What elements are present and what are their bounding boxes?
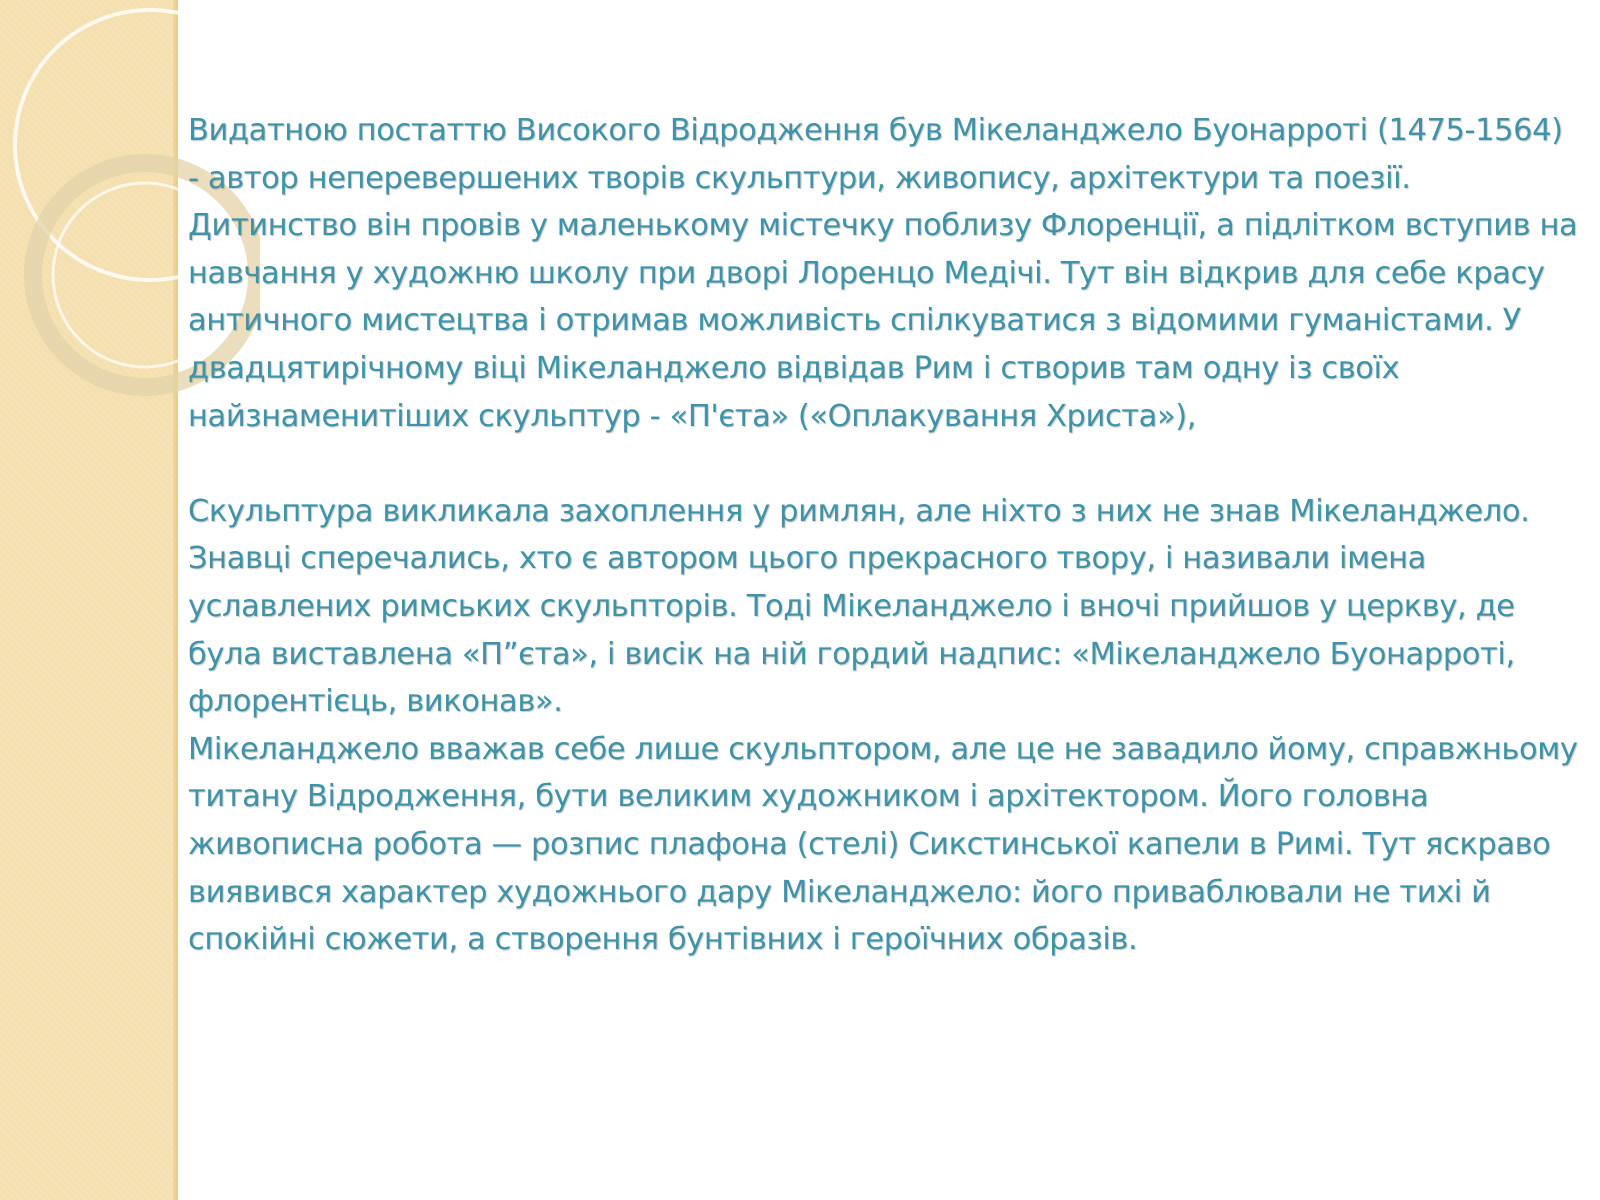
- paragraph-sistine-chapel: Мікеланджело вважав себе лише скульптором, але це не завадило йому, справжньому титану Відродження, бути великим художником і архітектором. Його головна живописна робота — розпис плафона (стелі) Сикстинської капели в Римі. Тут яскраво виявився характер художнього дару Мікеланджело: його приваблювали не тихі й спокійні сюжети, а створення бунтівних і героїчних образів.: [188, 731, 1578, 958]
- decorative-side-band: [0, 0, 178, 1200]
- paragraph-pieta-story: Скульптура викликала захоплення у римлян, але ніхто з них не знав Мікеланджело. Знавці сперечались, хто є автором цього прекрасного твору, і називали імена уславлених римських скульпторів. Тоді Мікеланджело і вночі прийшов у церкву, де була виставлена «П”єта», і висік на ній гордий надпис: «Мікеланджело Буонарроті, флорентієць, виконав».: [188, 493, 1530, 720]
- paragraph-michelangelo-biography: Видатною постаттю Високого Відродження був Мікеланджело Буонарроті (1475-1564) - автор неперевершених творів скульптури, живопису, архітектури та поезії. Дитинство він провів у маленькому містечку поблизу Флоренції, а підлітком вступив на навчання у художню школу при дворі Лоренцо Медічі. Тут він відкрив для себе красу античного мистецтва і отримав можливість спілкуватися з відомими гуманістами. У двадцятирічному віці Мікеланджело відвідав Рим і створив там одну із своїх найзнаменитіших скульптур - «П'єта» («Оплакування Христа»),: [188, 113, 1578, 434]
- paragraph-gap: [188, 440, 1578, 488]
- slide-text-content: [188, 107, 1578, 964]
- side-band-edge: [173, 0, 178, 1200]
